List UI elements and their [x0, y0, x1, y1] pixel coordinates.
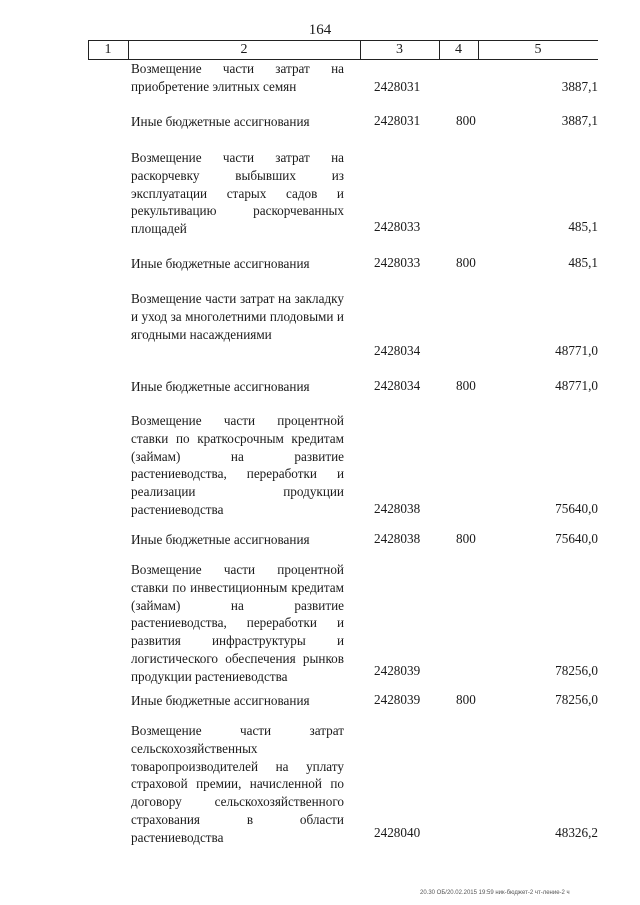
- row-code: 2428033: [374, 219, 421, 234]
- row-description: Возмещение части затрат на приобретение элитных семян: [131, 61, 344, 94]
- row-amount: 78256,0: [555, 692, 598, 707]
- row-description: Иные бюджетные ассигнования: [131, 532, 310, 547]
- row-class: 800: [456, 255, 476, 270]
- row-class: 800: [456, 531, 476, 546]
- row-code: 2428038: [374, 501, 421, 516]
- row-amount: 48771,0: [555, 343, 598, 358]
- row-code: 2428034: [374, 343, 421, 358]
- row-class: 800: [456, 378, 476, 393]
- row-description: Иные бюджетные ассигнования: [131, 693, 310, 708]
- row-amount: 75640,0: [555, 501, 598, 516]
- footer-stamp: 20.30 ОБ/20.02.2015 19:59 ник-бюджет-2 чт-ление-2 ч: [420, 890, 570, 896]
- row-code: 2428039: [374, 663, 421, 678]
- header-col-4: 4: [455, 42, 462, 57]
- row-code: 2428034: [374, 378, 421, 393]
- header-col-1: 1: [104, 42, 112, 57]
- page-number: 164: [308, 22, 332, 38]
- table-header: [88, 40, 598, 60]
- row-description: Иные бюджетные ассигнования: [131, 114, 310, 129]
- row-amount: 3887,1: [561, 113, 598, 128]
- row-amount: 48771,0: [555, 378, 598, 393]
- row-description: Возмещение части затрат на раскорчевку выбывших из эксплуатации старых садов и рекультивацию раскорчеванных площадей: [131, 150, 344, 237]
- row-code: 2428039: [374, 692, 421, 707]
- row-amount: 48326,2: [555, 825, 598, 840]
- row-code: 2428038: [374, 531, 421, 546]
- row-code: 2428033: [374, 255, 421, 270]
- row-amount: 485,1: [568, 219, 598, 234]
- row-amount: 3887,1: [561, 79, 598, 94]
- row-class: 800: [456, 113, 476, 128]
- row-description: Возмещение части процентной ставки по краткосрочным кредитам (займам) на развитие растениеводства, переработки и реализации продукции растениеводства: [131, 413, 344, 517]
- row-code: 2428040: [374, 825, 421, 840]
- row-amount: 78256,0: [555, 663, 598, 678]
- row-description: Иные бюджетные ассигнования: [131, 379, 310, 394]
- row-description: Возмещение части затрат сельскохозяйственных товаропроизводителей на уплату страховой премии, начисленной по договору сельскохозяйственного страхования в области растениеводства: [131, 723, 344, 845]
- header-col-2: 2: [240, 42, 248, 57]
- row-amount: 75640,0: [555, 531, 598, 546]
- row-class: 800: [456, 692, 476, 707]
- row-description: Возмещение части затрат на закладку и уход за многолетними плодовыми и ягодными насаждениями: [131, 291, 344, 342]
- row-amount: 485,1: [568, 255, 598, 270]
- header-top-rule: [88, 40, 598, 41]
- row-code: 2428031: [374, 79, 421, 94]
- header-col-3: 3: [396, 42, 403, 57]
- row-description: Иные бюджетные ассигнования: [131, 256, 310, 271]
- row-code: 2428031: [374, 113, 421, 128]
- header-col-5: 5: [534, 42, 542, 57]
- row-description: Возмещение части процентной ставки по инвестиционным кредитам (займам) на развитие растениеводства, переработки и развития инфраструктуры и логистического обеспечения рынков продукции растениеводства: [131, 562, 344, 684]
